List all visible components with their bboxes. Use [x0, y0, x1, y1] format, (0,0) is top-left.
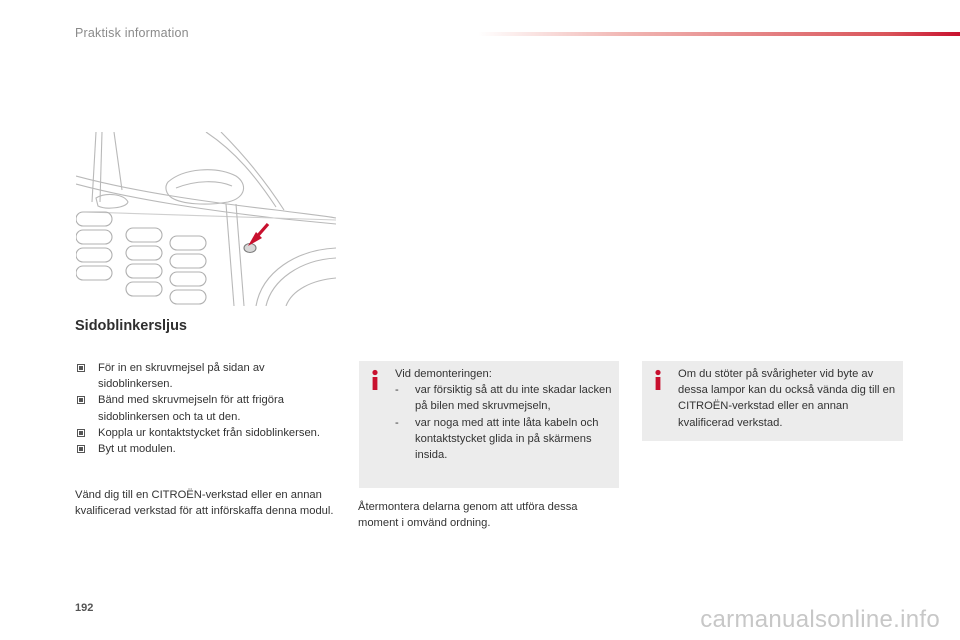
list-item: [75, 425, 335, 441]
info-box-text: [395, 366, 615, 463]
step-text: Bänd med skruvmejseln för att frigöra sidoblinkersen och ta ut den.: [98, 394, 284, 423]
list-item: [395, 415, 615, 464]
info-box-text: Om du stöter på svårigheter vid byte av dessa lampor kan du också vända dig till en CITROËN-verkstad eller en annan kvalificerad verkstad.: [678, 368, 896, 429]
info-intro: Vid demonteringen:: [395, 368, 492, 380]
list-item: [395, 382, 615, 414]
list-item: [75, 441, 335, 457]
header-accent-line: [478, 32, 960, 36]
checkbox-bullet-icon: [77, 445, 85, 453]
workshop-note: Vänd dig till en CITROËN-verkstad eller en annan kvalificerad verkstad för att införskaffa denna modul.: [75, 489, 334, 518]
watermark: carmanualsonline.info: [700, 606, 940, 633]
step-text: För in en skruvmejsel på sidan av sidoblinkersen.: [98, 362, 265, 391]
dash-bullet: -: [395, 416, 399, 429]
info-item-text: var noga med att inte låta kabeln och kontaktstycket glida in på skärmens insida.: [415, 416, 599, 462]
section-title: Sidoblinkersljus: [75, 318, 187, 334]
step-list: [75, 360, 335, 457]
checkbox-bullet-icon: [77, 429, 85, 437]
checkbox-bullet-icon: [77, 364, 85, 372]
car-side-illustration: [76, 132, 336, 306]
info-box-difficulty: [642, 361, 903, 441]
info-box-removal: [359, 361, 619, 488]
info-icon: [652, 369, 664, 391]
checkbox-bullet-icon: [77, 396, 85, 404]
page-number: 192: [75, 602, 94, 614]
header-title: Praktisk information: [75, 26, 189, 40]
list-item: [75, 360, 335, 392]
list-item: [75, 392, 335, 424]
step-text: Byt ut modulen.: [98, 443, 176, 456]
step-text: Koppla ur kontaktstycket från sidoblinkersen.: [98, 426, 321, 439]
info-icon: [369, 369, 381, 391]
dash-bullet: -: [395, 384, 399, 397]
reassembly-note: Återmontera delarna genom att utföra dessa moment i omvänd ordning.: [358, 501, 578, 530]
info-item-text: var försiktig så att du inte skadar lacken på bilen med skruvmejseln,: [415, 384, 612, 413]
